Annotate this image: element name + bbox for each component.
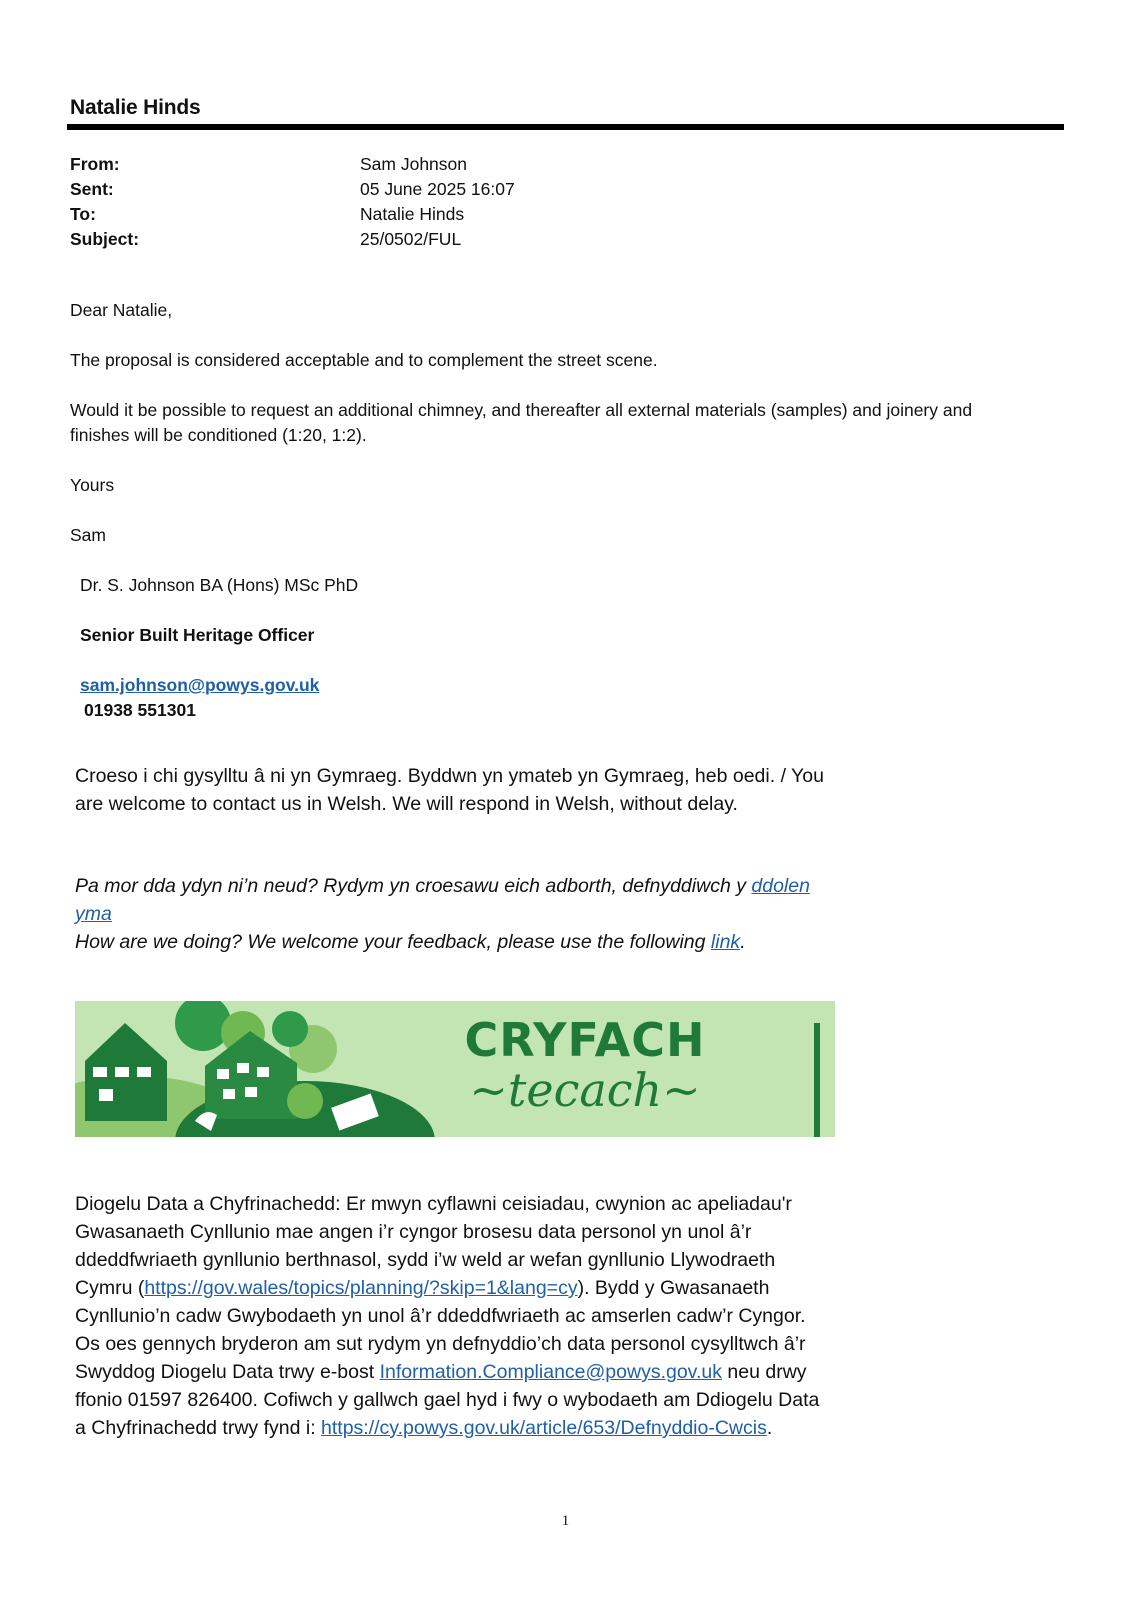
header-divider	[67, 124, 1064, 130]
signature-role: Senior Built Heritage Officer	[80, 625, 315, 645]
feedback-english-link[interactable]: link	[710, 931, 741, 953]
houses-trees-icon	[75, 1001, 435, 1137]
feedback-welsh	[75, 872, 835, 928]
welsh-language-notice	[75, 762, 835, 818]
feedback-english-end: .	[740, 931, 746, 953]
signature-email-link[interactable]: sam.johnson@powys.gov.uk	[80, 675, 320, 695]
feedback-welsh-link[interactable]: ddolen yma	[75, 875, 810, 925]
subject-label: Subject:	[70, 229, 140, 249]
body-paragraph-1: The proposal is considered acceptable and to complement the street scene.	[70, 350, 658, 370]
feedback-english	[75, 928, 835, 956]
data-protection-notice	[75, 1190, 835, 1442]
from-row	[70, 152, 515, 177]
sent-label: Sent:	[70, 179, 114, 199]
banner-title-line1: CRYFACH	[464, 1013, 706, 1067]
privacy-text-2: ). Bydd y Gwasanaeth Cynllunio’n cadw Gwybodaeth yn unol â’r ddeddfwriaeth ac amserlen cadw’r Cyngor. Os oes gennych bryderon am sut rydym yn defnyddio’ch data personol cysylltwch â’r Swyddog Diogelu Data trwy e-bost	[75, 1277, 806, 1383]
to-label: To:	[70, 204, 96, 224]
feedback-english-text: How are we doing? We welcome your feedback, please use the following	[75, 931, 711, 953]
subject-value: 25/0502/FUL	[360, 229, 462, 249]
cryfach-tecach-banner	[75, 1001, 835, 1137]
greeting: Dear Natalie,	[70, 300, 173, 320]
sent-value: 05 June 2025 16:07	[360, 179, 515, 199]
to-value: Natalie Hinds	[360, 204, 465, 224]
closing: Yours	[70, 475, 115, 495]
privacy-text-3: neu drwy ffonio 01597 826400. Cofiwch y gallwch gael hyd i fwy o wybodaeth am Ddiogelu Data a Chyfrinachedd trwy fynd i:	[75, 1361, 820, 1439]
feedback-block	[75, 872, 835, 956]
signature-name: Dr. S. Johnson BA (Hons) MSc PhD	[80, 575, 359, 595]
powys-cookies-link[interactable]: https://cy.powys.gov.uk/article/653/Defnyddio-Cwcis	[321, 1417, 767, 1439]
subject-row	[70, 227, 515, 252]
page-number: 1	[561, 1513, 570, 1529]
body-paragraph-2: Would it be possible to request an additional chimney, and thereafter all external materials (samples) and joinery and finishes will be conditioned (1:20, 1:2).	[70, 400, 973, 445]
to-row	[70, 202, 515, 227]
email-header	[70, 152, 515, 252]
sent-row	[70, 177, 515, 202]
sender-name: Sam	[70, 525, 106, 545]
document-owner-title: Natalie Hinds	[70, 96, 201, 119]
privacy-text-1: Diogelu Data a Chyfrinachedd: Er mwyn cyflawni ceisiadau, cwynion ac apeliadau'r Gwasanaeth Cynllunio mae angen i’r cyngor brosesu data personol yn unol â’r ddeddfwriaeth gynllunio berthnasol, sydd i’w weld ar wefan gynllunio Llywodraeth Cymru (	[75, 1193, 792, 1299]
from-value: Sam Johnson	[360, 154, 468, 174]
welsh-notice-text: Croeso i chi gysylltu â ni yn Gymraeg. Byddwn yn ymateb yn Gymraeg, heb oedi. / You are welcome to contact us in Welsh. We will respond in Welsh, without delay.	[75, 765, 824, 815]
from-label: From:	[70, 154, 120, 174]
privacy-text-4: .	[766, 1417, 773, 1439]
banner-title-line2: ~tecach~	[469, 1063, 701, 1117]
gov-wales-planning-link[interactable]: https://gov.wales/topics/planning/?skip=1&lang=cy	[144, 1277, 578, 1299]
information-compliance-email-link[interactable]: Information.Compliance@powys.gov.uk	[379, 1361, 722, 1383]
feedback-welsh-text: Pa mor dda ydyn ni’n neud? Rydym yn croesawu eich adborth, defnyddiwch y	[75, 875, 752, 897]
signature-phone: 01938 551301	[84, 700, 196, 720]
banner-divider-bar	[814, 1023, 820, 1137]
